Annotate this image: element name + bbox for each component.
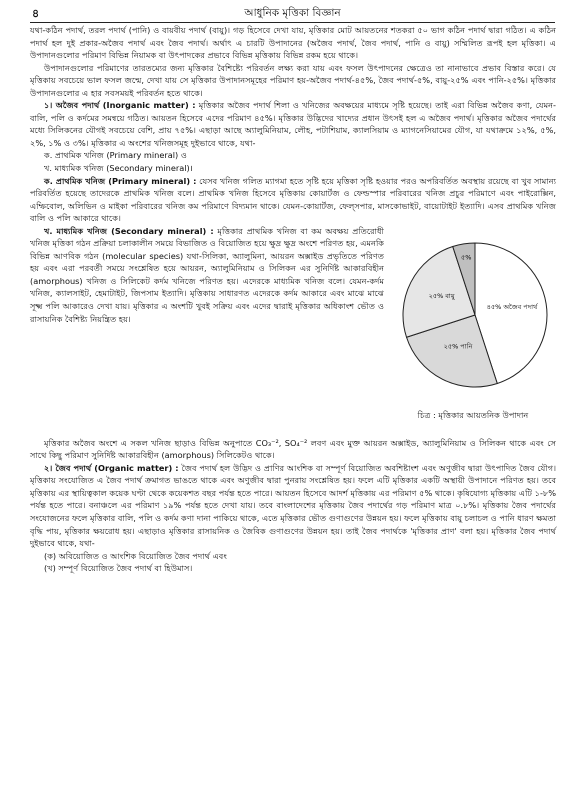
list-item: (ক) অবিয়োজিত ও আংশিক বিয়োজিত জৈব পদার্থ এবং [44,550,227,561]
section-heading: ১। অজৈব পদার্থ (Inorganic matter) : [44,100,196,111]
section-inorganic: ১। অজৈব পদার্থ (Inorganic matter) : মৃত্তিকার অজৈব পদার্থ শিলা ও খনিজের অবক্ষয়ের মাধ্যমে সৃষ্টি হয়েছে। তাই এরা বিভিন্ন অজৈব কণা, যেমন-বালি, পলি ও কর্দমের সমন্বয়ে গঠিত। আয়তন হিসেবে এদের পরিমাণ ৪৫%। মৃত্তিকার উদ্ভিদের খাদ্যের প্রধান উৎসই হল এ অজৈব পদার্থ। মৃত্তিকার অজৈব পদার্থের মধ্যে সিলিকনের যৌগই সবচেয়ে বেশি, প্রায় ৭৫%। এছাড়া আছে অ্যালুমিনিয়াম, লৌহ, পটাশিয়াম, ক্যালসিয়াম ও ম্যাগনেসিয়ামের যৌগ, যা যথাক্রমে ১২%, ৫%, ২%, ১% ও ৩%। মৃত্তিকার এ অংশের খনিজসমূহ দুইভাবে থাকে, যথা- [30,100,556,148]
soil-composition-figure [390,227,556,435]
page-body [30,24,556,575]
section-primary-mineral: ক. প্রাথমিক খনিজ (Primary mineral) : যেসব খনিজ গলিত ম্যাগমা হতে সৃষ্টি হয়ে মৃত্তিকা সৃষ্টি হওয়ার পরও অপরিবর্তিত অবস্থায় রয়েছে বা খুব সামান্য পরিবর্তিত হয়েছে তাদেরকে প্রাথমিক খনিজ বলে। প্রাথমিক খনিজ হিসেবে মৃত্তিকায় কোয়ার্টজ ও ফেল্ডস্পার পরিবারের খনিজ প্রচুর পরিমাণে এবং পাইরোক্সিন, এম্ফিবোল, অলিভিন ও মাইকা পরিবারের খনিজ কম পরিমাণে বিদ্যমান থাকে। যেমন-কোয়ার্টজ, ফেল্সপার, মাসকোভাইট, বায়োটাইট ইত্যাদি। এসব প্রাথমিক খনিজ বালি ও পলি আকারে থাকে। [30,175,556,224]
list-item: ক. প্রাথমিক খনিজ (Primary mineral) ও [44,150,187,161]
pie-slice-label: ২৫% বায়ু [428,291,455,300]
section-heading: ক. প্রাথমিক খনিজ (Primary mineral) : [44,175,197,186]
book-title: আধুনিক মৃত্তিকা বিজ্ঞান [244,7,341,19]
paragraph-salts: মৃত্তিকার অজৈব অংশে এ সকল খনিজ ছাড়াও বিভিন্ন অনুপাতে CO₃⁻², SO₄⁻² লবণ এবং মুক্ত আয়রন অক্সাইড, অ্যালুমিনিয়াম ও সিলিকন থাকে এবং সে সাথে কিছু পরিমাণ সুনির্দিষ্ট আকারবিহীন (amorphous) সিলিকেটও থাকে। [30,437,556,461]
paragraph-composition: উপাদানগুলোর পরিমাণের তারতম্যের জন্য মৃত্তিকার বৈশিষ্ট্যে পরিবর্তন লক্ষ্য করা যায় এবং ফসল উৎপাদনের ক্ষেত্রেও তা নানাভাবে প্রভাব বিস্তার করে। যে মৃত্তিকায় সবচেয়ে ভাল ফসল জন্মে, দেখা যায় সে মৃত্তিকার উপাদানসমূহের পরিমাণ হয়-অজৈব পদার্থ-৪৫%, জৈব পদার্থ-৫%, বায়ু-২৫% এবং পানি-২৫%। মৃত্তিকার উপাদানগুলোর এ হার সবসময়ই পরিবর্তন হতে থাকে। [30,62,556,98]
figure-caption: চিত্র : মৃত্তিকার আয়তনিক উপাদান [417,409,529,420]
pie-slice-label: ৪৫% অজৈব পদার্থ [486,302,538,311]
paragraph-intro: যথা-কঠিন পদার্থ, তরল পদার্থ (পানি) ও বায়বীয় পদার্থ (বায়ু)। গড় হিসেবে দেখা যায়, মৃত্তিকার মোট আয়তনের শতকরা ৫০ ভাগ কঠিন পদার্থ দ্বারা গঠিত। এ কঠিন পদার্থ হল দুই প্রকার-অজৈব পদার্থ এবং জৈব পদার্থ। অর্থাৎ এ চারটি উপাদানের (অজৈব পদার্থ, জৈব পদার্থ, পানি ও বায়ু) সম্মিলিত রূপই হল মৃত্তিকা। এ উপাদানগুলোর পরিমাণ বিভিন্ন নিয়ামক বা উৎপাদকের প্রভাবে বিভিন্ন মৃত্তিকায় বিভিন্ন রকম হয়ে থাকে। [30,25,556,61]
list-item: খ. মাধ্যমিক খনিজ (Secondary mineral)। [44,163,193,174]
section-heading: ২। জৈব পদার্থ (Organic matter) : [44,462,179,473]
page-number: ৪ [32,7,40,20]
section-secondary-mineral: খ. মাধ্যমিক খনিজ (Secondary mineral) : মৃত্তিকার প্রাথমিক খনিজ বা কম অবক্ষয় প্রতিরোধী খনিজ মৃত্তিকা গঠন প্রক্রিয়া চলাকালীন সময়ে বিভাজিত ও বিয়োজিত হয়ে ক্ষুদ্র ক্ষুদ্র অংশে পরিণত হয়, এমনকি বিভিন্ন আণবিক গঠন (molecular species) যথা-সিলিকা, অ্যালুমিনা, আয়রন অক্সাইড প্রভৃতিতে পরিণত হয় এবং এরা পরবর্তী সময়ে সংশ্লেষিত হয়ে আয়রন, অ্যালুমিনিয়াম ও সিলিকন এর সুনির্দিষ্ট আকারবিহীন (amorphous) খনিজ ও সিলিকেট কর্দম খনিজে পরিণত হয়। এদেরকে মাধ্যমিক খনিজ বলে। যেমন-কর্দম খনিজ, ক্যালসাইট, হেমাটাইট, জিপসাম ইত্যাদি। মৃত্তিকায় সাধারণত এদেরকে কর্দম আকারে এবং মাঝে মাঝে সূক্ষ্ম পলি আকারেও দেখা যায়। মৃত্তিকার এ অংশটি খুবই সক্রিয় এবং এদের দ্বারাই মৃত্তিকার অধিকাংশ ভৌত ও রাসায়নিক বৈশিষ্ট্য নিয়ন্ত্রিত হয়। [30,225,385,324]
list-item: (খ) সম্পূর্ণ বিয়োজিত জৈব পদার্থ বা হিউমাস। [44,563,193,574]
section-heading: খ. মাধ্যমিক খনিজ (Secondary mineral) : [44,225,214,236]
pie-slice-label: ২৫% পানি [443,342,473,351]
pie-slice-label: ৫% [461,253,472,262]
page-header [30,4,555,23]
section-organic: ২। জৈব পদার্থ (Organic matter) : জৈব পদার্থ হল উদ্ভিদ ও প্রাণির আংশিক বা সম্পূর্ণ বিয়োজিত অবশিষ্টাংশ এবং অণুজীব দ্বারা উৎপাদিত জৈব যৌগ। মৃত্তিকায় সংযোজিত এ জৈব পদার্থ ক্রমাগত ভাঙতে থাকে এবং অণুজীব দ্বারা পুনরায় সংশ্লেষিত হয়। ফলে এটি মৃত্তিকার একটি অস্থায়ী উপাদানে পরিণত হয়। তবে মৃত্তিকায় এর স্থায়িত্বকাল কয়েক ঘণ্টা থেকে কয়েকশত বছর পর্যন্ত হতে পারে। আয়তন হিসেবে আদর্শ মৃত্তিকায় এর পরিমাণ ৫% থাকে। কৃষিযোগ্য মৃত্তিকায় এটি ১-৮% পর্যন্ত হতে পারে। বনাঞ্চলে এর পরিমাণ ১৯% পর্যন্ত হতে দেখা যায়। তবে বাংলাদেশের মৃত্তিকায় জৈব পদার্থের গড় পরিমাণ মাত্র ০.৮%। মৃত্তিকায় জৈব পদার্থের সংযোজনের ফলে মৃত্তিকার বালি, পলি ও কর্দম কণা দানা পাকিয়ে থাকে, এতে মৃত্তিকার ভৌত গুণাগুণের উন্নয়ন হয়। ফলে মৃত্তিকায় বায়ু চলাচল ও পানি ধারণ ক্ষমতা বৃদ্ধি পায়, মৃত্তিকার ক্ষয়রোধ হয়। এছাড়াও মৃত্তিকার রাসায়নিক ও জৈবিক গুণাগুণের উন্নয়ন হয়। তাই জৈব পদার্থকে 'মৃত্তিকার প্রাণ' বলা হয়। মৃত্তিকার জৈব পদার্থ দুইভাবে থাকে, যথা- [30,462,556,549]
pie-chart [400,227,550,405]
